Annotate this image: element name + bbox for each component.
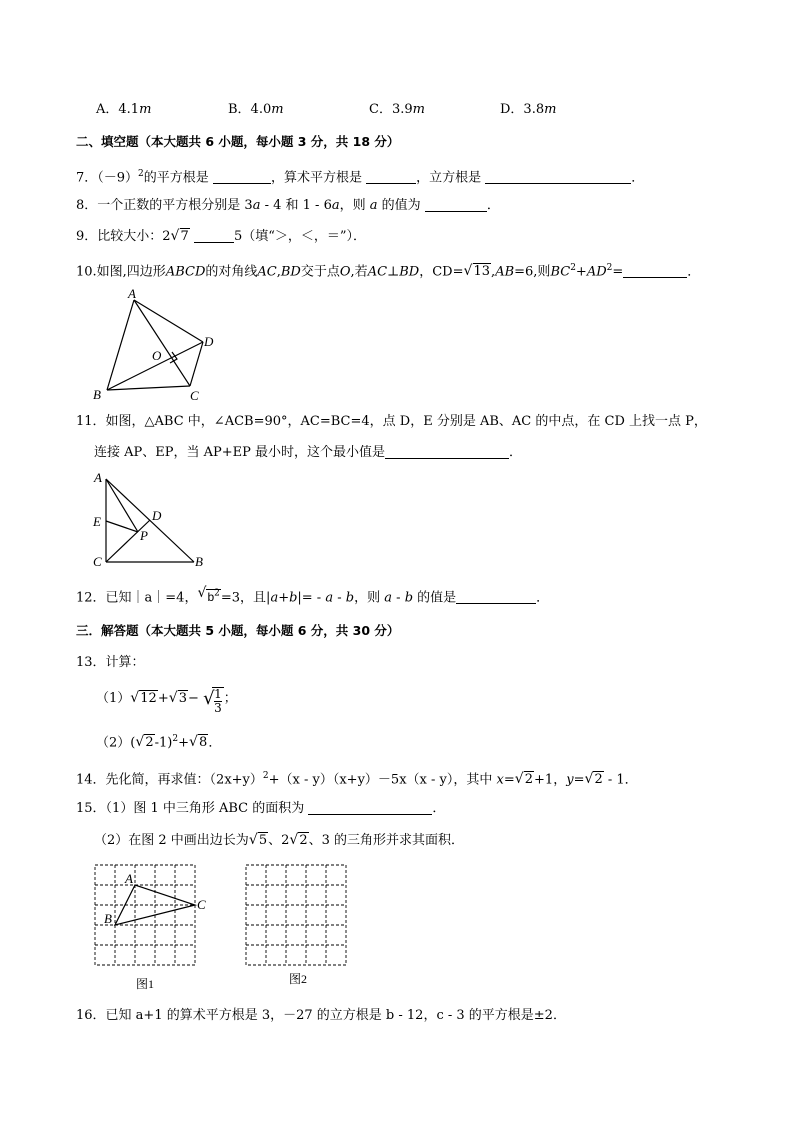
figure-15-grid-1 — [90, 860, 220, 970]
question-13-part1: （1）√ 12+√ 3− √ $\frac{1}{3}$ ； — [96, 687, 237, 717]
label-d: D — [204, 334, 214, 349]
figure-2-caption: 图2 — [289, 972, 308, 986]
question-8: 8．一个正数的平方根分别是 3a - 4 和 1 - 6a，则 a 的值为 ． — [76, 198, 500, 213]
segment-ep — [106, 521, 138, 532]
label-e: E — [93, 514, 101, 529]
option-a: A．4.1m — [96, 102, 152, 117]
question-15-part2: （2）在图 2 中画出边长为√ 5、2√ 2、3 的三角形并求其面积． — [94, 832, 464, 850]
label-p: P — [140, 528, 148, 543]
label-a: A — [128, 286, 136, 301]
question-10: 10.如图,四边形ABCD的对角线AC,BD交于点O,若AC⊥BD，CD=√ 13,AB=6,则$BC^2+AD^2=$ ． — [76, 259, 700, 281]
label-c: C — [197, 897, 206, 912]
figure-15-grid-2 — [240, 860, 355, 970]
segment-ap — [106, 479, 138, 532]
question-14: 14．先化简，再求值：$(2x+y)^2+(x - y)(x+y)-5x(x - y)$，其中 x=√ 2+1，y=√ 2 - 1． — [76, 767, 638, 789]
label-c: C — [93, 554, 102, 569]
label-a: A — [94, 470, 102, 485]
question-7: 7．$(-9)^2$的平方根是 ，算术平方根是 ，立方根是 ． — [76, 169, 645, 186]
question-13-part2: （2）(√ 2-1)$^2$+√ 8． — [96, 730, 221, 752]
label-c: C — [190, 388, 199, 403]
option-d: D．3.8m — [500, 102, 557, 117]
label-b: B — [93, 387, 101, 402]
section2-heading: 二、填空题（本大题共 6 小题，每小题 3 分，共 18 分） — [76, 134, 400, 149]
label-a: A — [125, 871, 133, 886]
diagonal-ac — [134, 300, 190, 386]
figure-q10-quadrilateral — [90, 285, 230, 405]
figure-q11-triangle — [88, 470, 218, 570]
edge-cd — [190, 342, 203, 386]
label-b: B — [104, 911, 112, 926]
label-d: D — [152, 508, 162, 523]
question-12: 12．已知｜a｜=4，√ $b^2=3$，且|a+b|= - a - b，则 a - b 的值是 ． — [76, 585, 549, 607]
question-13-title: 13．计算： — [76, 655, 145, 670]
edge-bc — [107, 386, 190, 390]
question-11-line2: 连接 AP、EP，当 AP+EP 最小时，这个最小值是 ． — [94, 445, 523, 460]
question-9: 9．比较大小：2√ 7 5（填“＞，＜，＝”）． — [76, 228, 366, 246]
question-15-part1: 15．（1）图 1 中三角形 ABC 的面积为 ． — [76, 801, 446, 816]
question-11-line1: 11．如图，△ABC 中，∠ACB=90°，AC=BC=4，点 D，E 分别是 AB、AC 的中点，在 CD 上找一点 P， — [76, 414, 707, 429]
edge-da — [134, 300, 203, 342]
edge-ab — [107, 300, 134, 390]
label-o: O — [152, 348, 162, 363]
question-16: 16．已知 a+1 的算术平方根是 3，－27 的立方根是 b - 12，c - 3 的平方根是±2． — [76, 1008, 566, 1023]
label-b: B — [195, 554, 203, 569]
option-b: B．4.0m — [228, 102, 284, 117]
section3-heading: 三．解答题（本大题共 5 小题，每小题 6 分，共 30 分） — [76, 623, 400, 638]
option-c: C．3.9m — [369, 102, 425, 117]
figure-1-caption: 图1 — [136, 977, 155, 991]
